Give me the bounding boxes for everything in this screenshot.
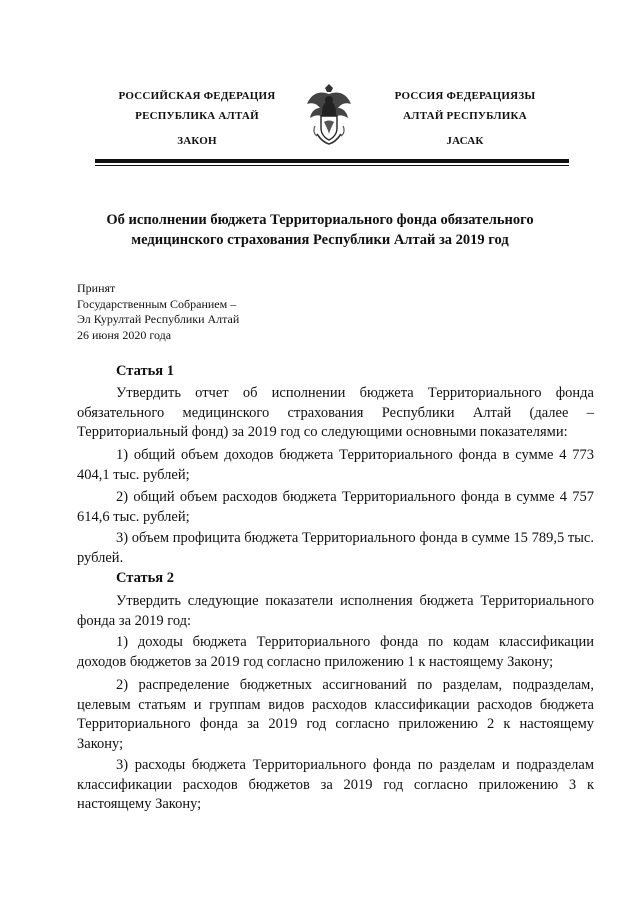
- article2-item2: 2) распределение бюджетных ассигнований по разделам, подразделам, целевым статьям и группам видов расходов классификации расходов бюджета Территориального фонда за 2019 год согласно приложению 2 к настоящему Закону;: [77, 677, 594, 752]
- header-rule-thin: [95, 165, 569, 166]
- article1-item1: 1) общий объем доходов бюджета Территориального фонда в сумме 4 773 404,1 тыс. рублей;: [77, 447, 594, 483]
- article2-heading: Статья 2: [116, 570, 174, 586]
- article1-item3: 3) объем профицита бюджета Территориального фонда в сумме 15 789,5 тыс. рублей.: [77, 530, 594, 566]
- article2-item3: 3) расходы бюджета Территориального фонда по разделам и подразделам классификации расходов бюджетов за 2019 год согласно приложению 3 к настоящему Закону;: [77, 757, 594, 812]
- article2-intro: Утвердить следующие показатели исполнения бюджета Территориального фонда за 2019 год:: [77, 593, 594, 629]
- header-left-line1: РОССИЙСКАЯ ФЕДЕРАЦИЯ: [118, 90, 276, 102]
- adoption-line3: Эл Курултай Республики Алтай: [77, 312, 240, 326]
- header-right-line2: АЛТАЙ РЕСПУБЛИКА: [403, 110, 527, 122]
- adoption-line2: Государственным Собранием –: [77, 296, 237, 311]
- adoption-block: [77, 281, 239, 343]
- article2-item1: 1) доходы бюджета Территориального фонда по кодам классификации доходов бюджетов за 2019 год согласно приложению 1 к настоящему Закону;: [77, 634, 594, 670]
- law-title-line1: Об исполнении бюджета Территориального фонда обязательного: [106, 212, 534, 228]
- law-title-line2: медицинского страхования Республики Алтай за 2019 год: [131, 232, 509, 248]
- article1-item2: 2) общий объем расходов бюджета Территориального фонда в сумме 4 757 614,6 тыс. рублей;: [77, 489, 594, 525]
- adoption-date: 26 июня 2020 года: [77, 327, 172, 342]
- adoption-line1: Принят: [77, 281, 116, 295]
- altai-coat-of-arms-icon: [303, 82, 355, 146]
- header-left-line2: РЕСПУБЛИКА АЛТАЙ: [135, 110, 259, 122]
- header-left-line3: ЗАКОН: [177, 135, 217, 147]
- header-rule-thick: [95, 159, 569, 163]
- article1-intro: Утвердить отчет об исполнении бюджета Территориального фонда обязательного медицинского страхования Республики Алтай (далее – Территориальный фонд) за 2019 год со следующими основными показателями:: [77, 385, 594, 440]
- header-right-line3: JАСАК: [446, 135, 484, 147]
- article1-heading: Статья 1: [116, 363, 174, 379]
- header-right-line1: РОССИЯ ФЕДЕРАЦИЯЗЫ: [394, 90, 536, 102]
- law-title: [60, 210, 580, 250]
